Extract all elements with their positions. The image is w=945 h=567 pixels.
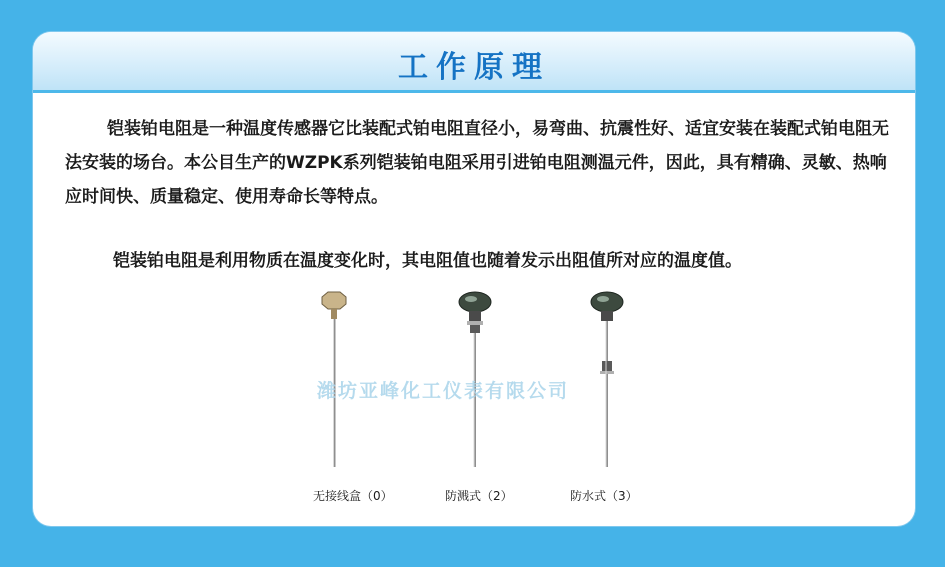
caption-splash-proof: 防溅式（2） bbox=[445, 489, 513, 503]
content-card bbox=[33, 32, 915, 526]
company-watermark: 潍坊亚峰化工仪表有限公司 bbox=[317, 380, 570, 402]
sensor-waterproof-icon bbox=[585, 287, 629, 469]
caption-no-junction-box: 无接线盒（0） bbox=[313, 489, 393, 503]
caption-waterproof: 防水式（3） bbox=[570, 489, 638, 503]
page-title: 工作原理 bbox=[398, 50, 550, 85]
header-bar bbox=[33, 32, 915, 93]
paragraph-description: 铠装铂电阻是一种温度传感器它比装配式铂电阻直径小，易弯曲、抗震性好、适宜安装在装配式铂电阻无法安装的场台。本公目生产的WZPK系列铠装铂电阻采用引进铂电阻测温元件，因此，具有精确、灵敏、热响应时间快、质量稳定、使用寿命长等特点。 bbox=[65, 119, 889, 207]
paragraph-principle: 铠装铂电阻是利用物质在温度变化时，其电阻值也随着发示出阻值所对应的温度值。 bbox=[113, 251, 742, 271]
